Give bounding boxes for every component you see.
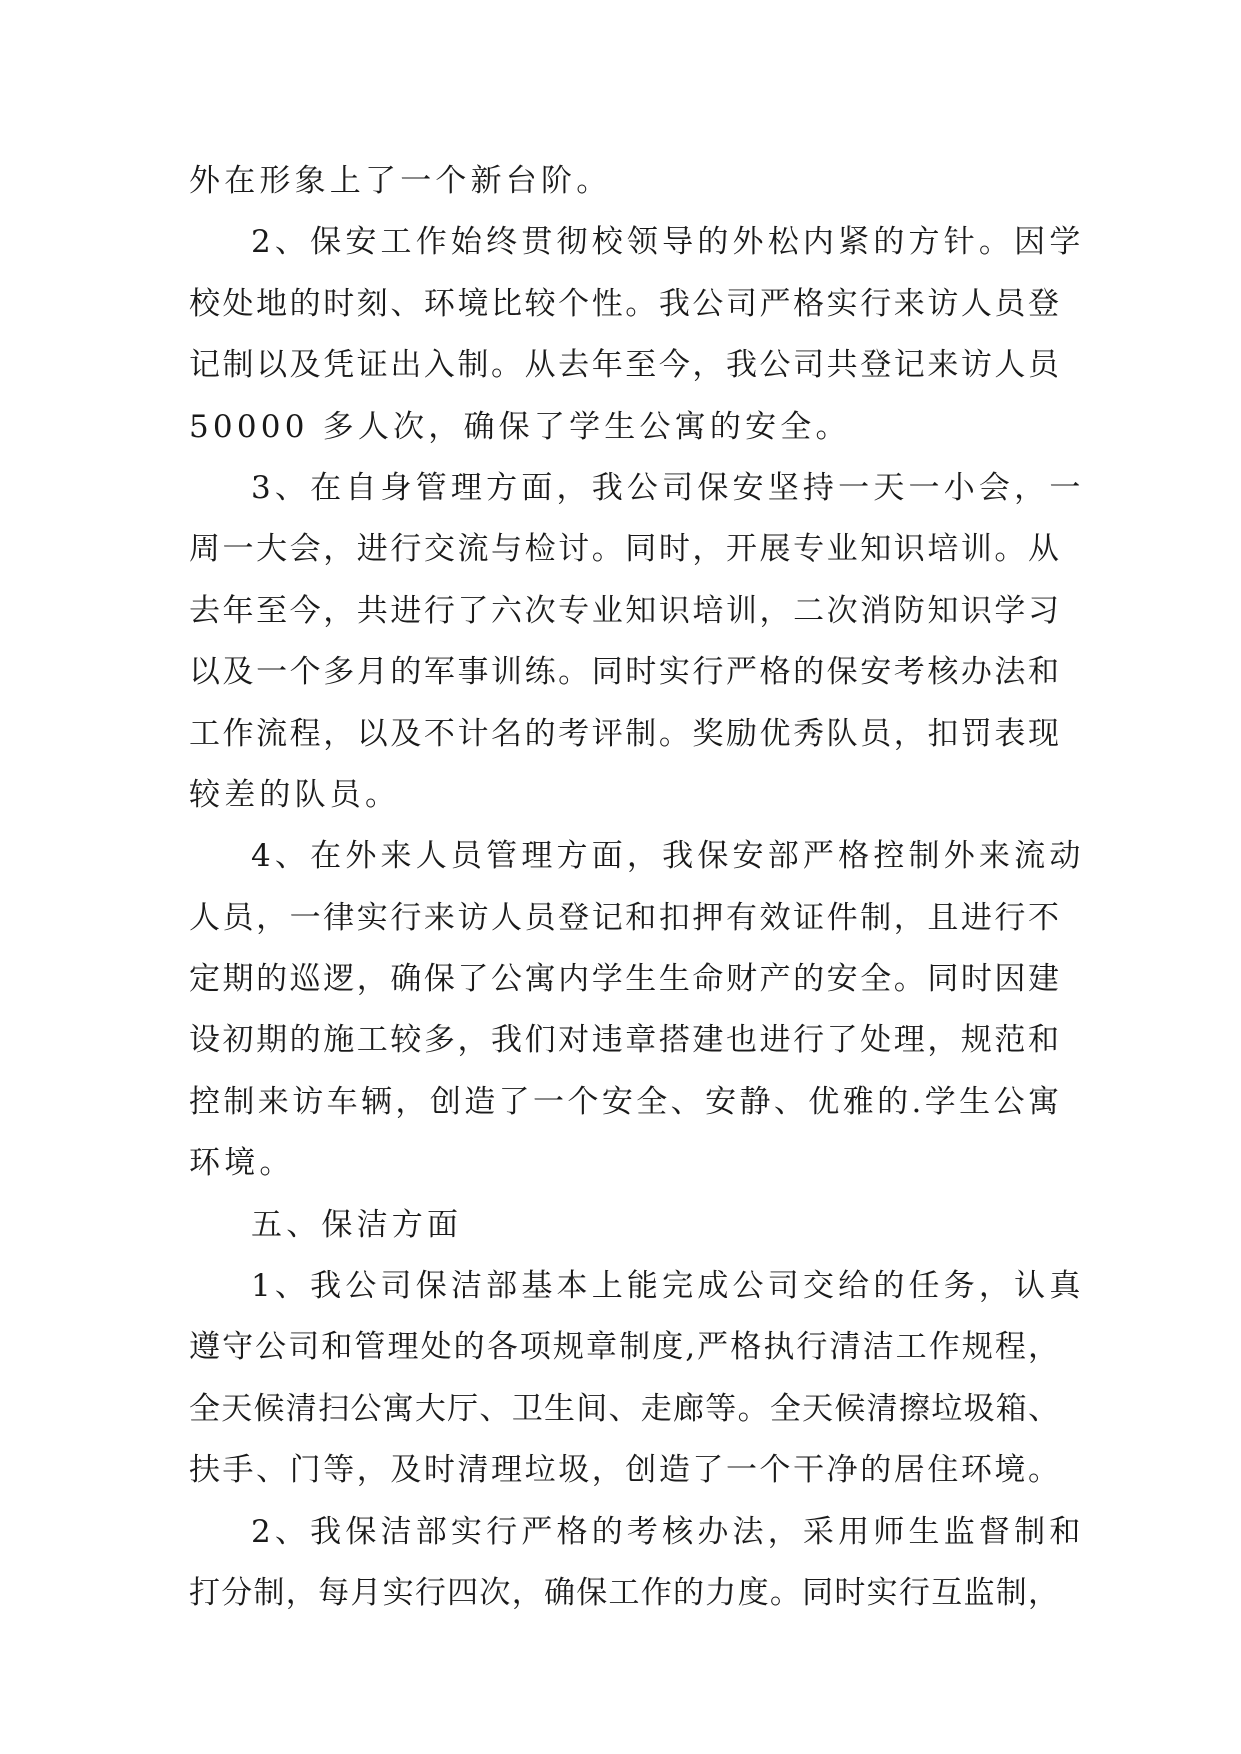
text-line: 人员，一律实行来访人员登记和扣押有效证件制，且进行不 — [189, 899, 1059, 936]
text-line: 周一大会，进行交流与检讨。同时，开展专业知识培训。从 — [189, 531, 1059, 568]
text-line: 校处地的时刻、环境比较个性。我公司严格实行来访人员登 — [189, 285, 1059, 322]
text-line: 环境。 — [189, 1145, 295, 1182]
text-line: 外在形象上了一个新台阶。 — [189, 163, 612, 199]
text-line: 4、在外来人员管理方面，我保安部严格控制外来流动 — [251, 838, 1085, 875]
text-line: 遵守公司和管理处的各项规章制度,严格执行清洁工作规程， — [189, 1329, 1059, 1366]
text-line: 工作流程，以及不计名的考评制。奖励优秀队员，扣罚表现 — [189, 715, 1059, 752]
text-line: 打分制，每月实行四次，确保工作的力度。同时实行互监制， — [189, 1574, 1059, 1611]
text-line: 1、我公司保洁部基本上能完成公司交给的任务，认真 — [251, 1268, 1085, 1305]
text-line: 2、保安工作始终贯彻校领导的外松内紧的方针。因学 — [251, 224, 1085, 261]
document-body — [189, 151, 1085, 1624]
text-line: 50000 多人次，确保了学生公寓的安全。 — [189, 408, 851, 445]
text-line: 去年至今，共进行了六次专业知识培训，二次消防知识学习 — [189, 592, 1059, 629]
text-line: 控制来访车辆，创造了一个安全、安静、优雅的.学生公寓 — [189, 1083, 1059, 1120]
text-line: 扶手、门等，及时清理垃圾，创造了一个干净的居住环境。 — [189, 1452, 1059, 1489]
text-line: 记制以及凭证出入制。从去年至今，我公司共登记来访人员 — [189, 347, 1059, 384]
text-line: 全天候清扫公寓大厅、卫生间、走廊等。全天候清擦垃圾箱、 — [189, 1390, 1059, 1427]
text-line: 3、在自身管理方面，我公司保安坚持一天一小会，一 — [251, 469, 1085, 506]
text-line: 较差的队员。 — [189, 776, 401, 813]
text-line: 以及一个多月的军事训练。同时实行严格的保安考核办法和 — [189, 654, 1059, 691]
text-line: 2、我保洁部实行严格的考核办法，采用师生监督制和 — [251, 1513, 1085, 1550]
text-line: 设初期的施工较多，我们对违章搭建也进行了处理，规范和 — [189, 1022, 1059, 1059]
section-heading: 五、保洁方面 — [251, 1206, 463, 1243]
text-line: 定期的巡逻，确保了公寓内学生生命财产的安全。同时因建 — [189, 961, 1059, 998]
